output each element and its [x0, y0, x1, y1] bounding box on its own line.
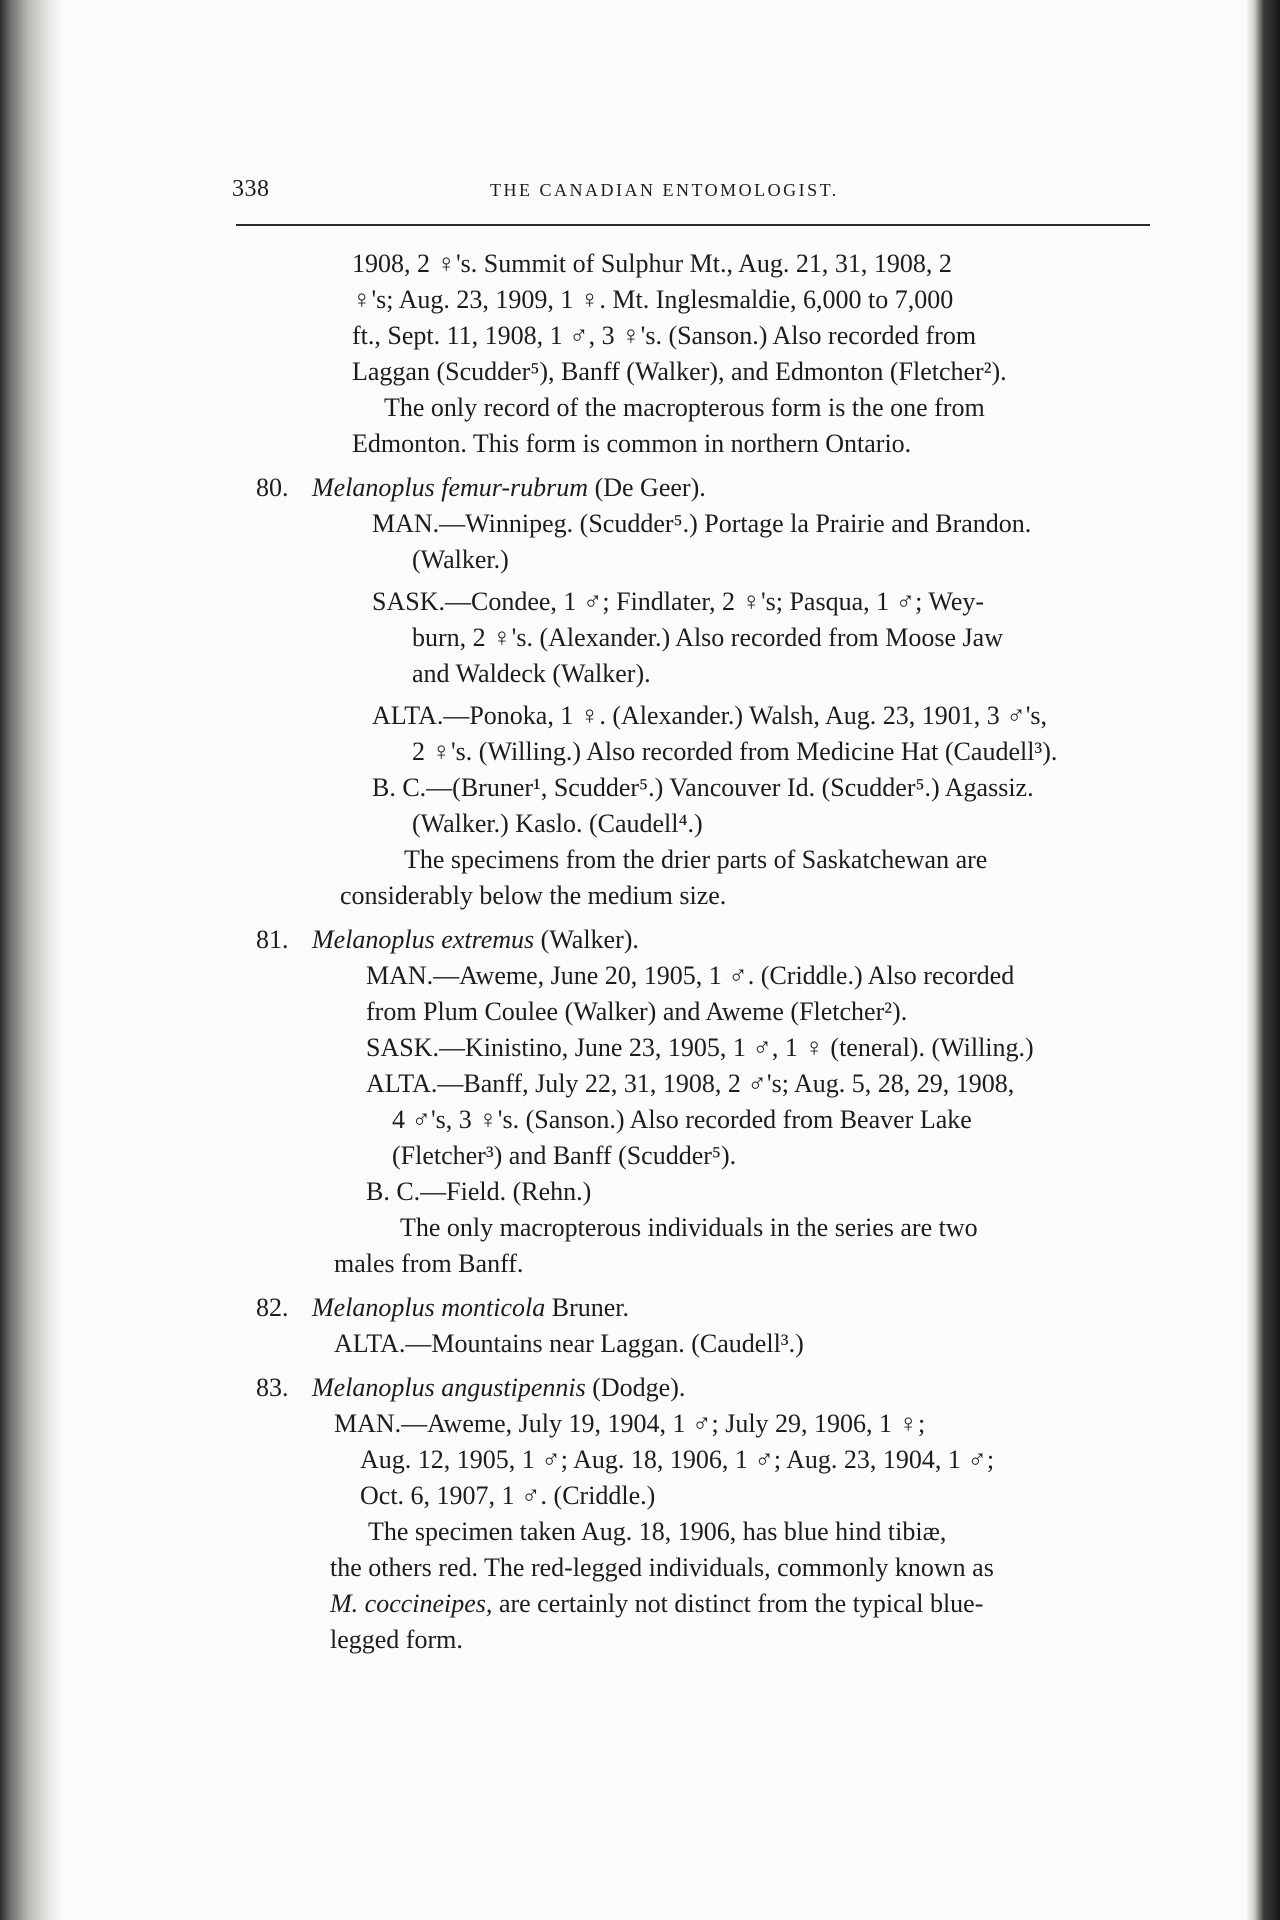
species-entry-80 [256, 470, 1156, 914]
note-italic-term: M. coccineipes, [330, 1589, 493, 1618]
record-line: MAN.—Winnipeg. (Scudder⁵.) Portage la Prairie and Brandon. [372, 509, 1032, 538]
record-line: burn, 2 ♀'s. (Alexander.) Also recorded from Moose Jaw [412, 623, 1003, 652]
species-name: Melanoplus angustipennis [312, 1373, 586, 1402]
record-line: MAN.—Aweme, July 19, 1904, 1 ♂; July 29, 1906, 1 ♀; [334, 1409, 926, 1438]
species-name: Melanoplus monticola [312, 1293, 546, 1322]
record-line: 4 ♂'s, 3 ♀'s. (Sanson.) Also recorded from Beaver Lake [392, 1105, 972, 1134]
record-line: SASK.—Kinistino, June 23, 1905, 1 ♂, 1 ♀ (teneral). (Willing.) [366, 1033, 1034, 1062]
running-title: THE CANADIAN ENTOMOLOGIST. [490, 180, 839, 200]
text-line: ft., Sept. 11, 1908, 1 ♂, 3 ♀'s. (Sanson.) Also recorded from [352, 321, 977, 350]
text-line: The only record of the macropterous form is the one from [384, 393, 985, 422]
species-entry-82 [256, 1290, 1156, 1362]
entry-number: 81. [256, 925, 289, 954]
entry-heading [256, 922, 1156, 958]
species-name: Melanoplus femur-rubrum [312, 473, 589, 502]
note-line: The specimens from the drier parts of Saskatchewan are [404, 845, 988, 874]
record-line: (Walker.) Kaslo. (Caudell⁴.) [412, 809, 703, 838]
header-rule [236, 224, 1150, 226]
record-line: Aug. 12, 1905, 1 ♂; Aug. 18, 1906, 1 ♂; Aug. 23, 1904, 1 ♂; [360, 1445, 995, 1474]
entry-number: 83. [256, 1373, 289, 1402]
entry-number: 80. [256, 473, 289, 502]
entry-heading [256, 1290, 1156, 1326]
species-name: Melanoplus extremus [312, 925, 535, 954]
note-tail: are certainly not distinct from the typical blue- [492, 1589, 984, 1618]
species-author: Bruner. [551, 1293, 630, 1322]
note-line: males from Banff. [334, 1249, 524, 1278]
note-line: legged form. [330, 1625, 463, 1654]
text-line: 1908, 2 ♀'s. Summit of Sulphur Mt., Aug. 21, 31, 1908, 2 [352, 249, 952, 278]
species-author: (Dodge). [592, 1373, 686, 1402]
record-line: and Waldeck (Walker). [412, 659, 651, 688]
page-header [232, 176, 1152, 212]
text-line: ♀'s; Aug. 23, 1909, 1 ♀. Mt. Inglesmaldie, 6,000 to 7,000 [352, 285, 954, 314]
record-line: B. C.—Field. (Rehn.) [366, 1177, 592, 1206]
page-number: 338 [232, 176, 270, 202]
note-line: The specimen taken Aug. 18, 1906, has blue hind tibiæ, [368, 1517, 947, 1546]
text-line: Edmonton. This form is common in northern Ontario. [352, 429, 912, 458]
record-line: (Fletcher³) and Banff (Scudder⁵). [392, 1141, 737, 1170]
entry-heading [256, 1370, 1156, 1406]
record-line: from Plum Coulee (Walker) and Aweme (Fletcher²). [366, 997, 908, 1026]
note-line: the others red. The red-legged individuals, commonly known as [330, 1553, 994, 1582]
record-line: Oct. 6, 1907, 1 ♂. (Criddle.) [360, 1481, 656, 1510]
record-line: B. C.—(Bruner¹, Scudder⁵.) Vancouver Id. (Scudder⁵.) Agassiz. [372, 773, 1034, 802]
record-line: SASK.—Condee, 1 ♂; Findlater, 2 ♀'s; Pasqua, 1 ♂; Wey- [372, 587, 985, 616]
entry-heading [256, 470, 1156, 506]
continuation-block [256, 246, 1156, 462]
text-line: Laggan (Scudder⁵), Banff (Walker), and Edmonton (Fletcher²). [352, 357, 1007, 386]
page-body [256, 246, 1156, 1658]
entry-number: 82. [256, 1293, 289, 1322]
note-line: The only macropterous individuals in the series are two [400, 1213, 978, 1242]
record-line: 2 ♀'s. (Willing.) Also recorded from Medicine Hat (Caudell³). [412, 737, 1058, 766]
note-line: considerably below the medium size. [340, 881, 727, 910]
record-line: ALTA.—Banff, July 22, 31, 1908, 2 ♂'s; Aug. 5, 28, 29, 1908, [366, 1069, 1015, 1098]
record-line: ALTA.—Ponoka, 1 ♀. (Alexander.) Walsh, Aug. 23, 1901, 3 ♂'s, [372, 701, 1048, 730]
species-entry-83 [256, 1370, 1156, 1658]
page-scan-left-edge [0, 0, 62, 1920]
species-author: (Walker). [540, 925, 639, 954]
record-line: ALTA.—Mountains near Laggan. (Caudell³.) [334, 1329, 804, 1358]
species-author: (De Geer). [594, 473, 706, 502]
species-entry-81 [256, 922, 1156, 1282]
record-line: MAN.—Aweme, June 20, 1905, 1 ♂. (Criddle.) Also recorded [366, 961, 1015, 990]
page-scan-right-edge [1246, 0, 1280, 1920]
record-line: (Walker.) [412, 545, 509, 574]
note-line [256, 1586, 1156, 1622]
